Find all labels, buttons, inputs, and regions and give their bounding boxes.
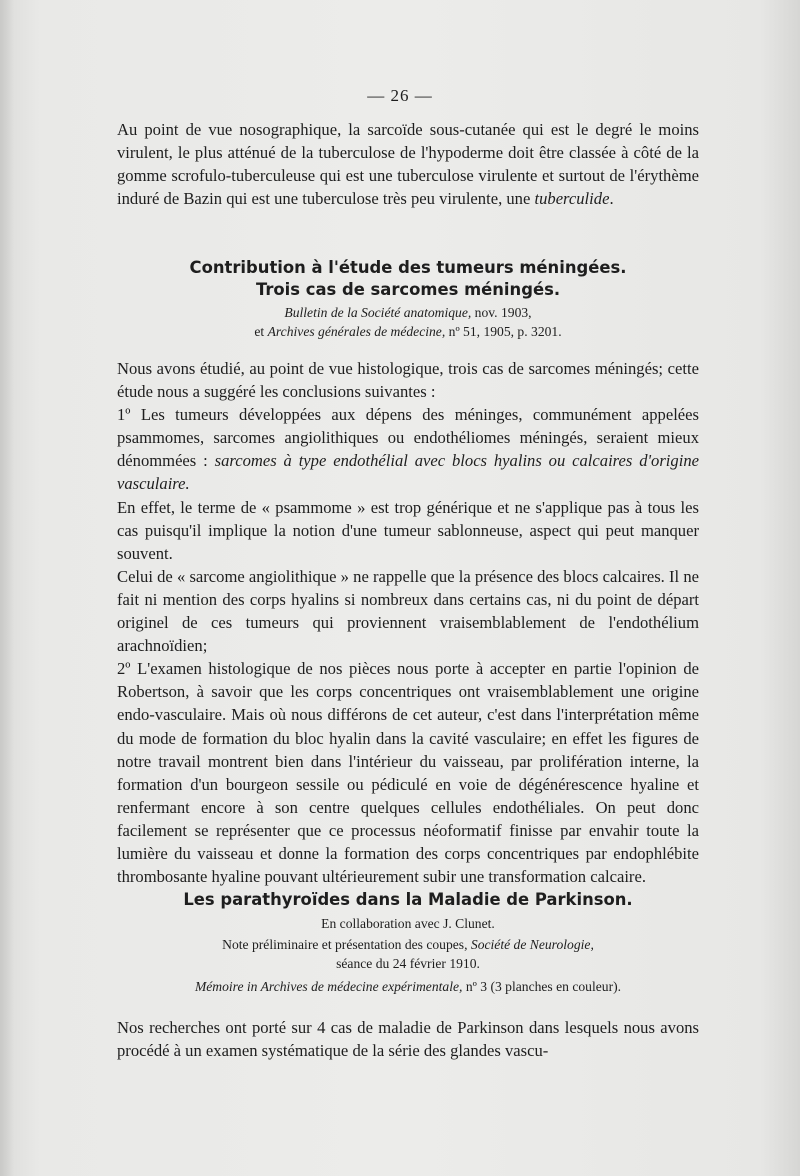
section1-paragraph-2: 1º Les tumeurs développées aux dépens des méninges, communément appelées psammomes, sarcomes angiolithiques ou endothéliomes méningés, seraient mieux dénommées : sarcomes à type endothélial avec blocs hyalins ou calcaires d'origine vasculaire. — [117, 405, 699, 494]
section1-title-line1: Contribution à l'étude des tumeurs méningées. — [189, 258, 627, 277]
section1-paragraph-1: Nous avons étudié, au point de vue histologique, trois cas de sarcomes méningés; cette étude nous a suggéré les conclusions suivantes : — [117, 359, 699, 402]
section1-paragraph-3: En effet, le terme de « psammome » est trop générique et ne s'applique pas à tous les cas puisqu'il implique la notion d'une tumeur sablonneuse, aspect qui peut manquer souvent. — [117, 497, 699, 563]
page-number: — 26 — — [367, 86, 433, 105]
intro-end: . — [609, 189, 614, 209]
section1-title-line2: Trois cas de sarcomes méningés. — [255, 280, 561, 299]
intro-paragraph — [117, 118, 699, 210]
section2-title: Les parathyroïdes dans la Maladie de Parkinson. — [183, 890, 633, 909]
section2-paragraph-1: Nos recherches ont porté sur 4 cas de maladie de Parkinson dans lesquels nous avons procédé à un examen systématique de la série des glandes vascu- — [117, 1018, 699, 1061]
section2-reference-line2: Note préliminaire et présentation des coupes, Société de Neurologie, — [222, 937, 594, 952]
section2-reference-line1: En collaboration avec J. Clunet. — [321, 916, 495, 931]
intro-italic: tuberculide — [534, 189, 610, 209]
section2-reference-line4: Mémoire in Archives de médecine expérimentale, nº 3 (3 planches en couleur). — [194, 979, 622, 994]
section1-reference-line2: et Archives générales de médecine, nº 51, 1905, p. 3201. — [254, 324, 562, 339]
section1-reference-line1: Bulletin de la Société anatomique, nov. 1903, — [284, 305, 532, 320]
scan-shadow-edge — [0, 0, 14, 1176]
section2-body — [117, 1016, 699, 1062]
intro-text: Au point de vue nosographique, la sarcoïde sous-cutanée qui est le degré le moins virulent, le plus atténué de la tuberculose de l'hypoderme doit être classée à côté de la gomme scrofulo-tuberculeuse qui est une tuberculose virulente et surtout de l'érythème induré de Bazin qui est une tuberculose très peu virulente, une — [117, 120, 699, 209]
section1-paragraph-4: Celui de « sarcome angiolithique » ne rappelle que la présence des blocs calcaires. Il ne fait ni mention des corps hyalins si nombreux dans certains cas, ni du point de départ originel de ces tumeurs qui proviennent vraisemblablement de l'endothélium arachnoïdien; — [117, 566, 699, 656]
section2-reference-line3: séance du 24 février 1910. — [336, 956, 480, 971]
section1-body — [117, 357, 699, 888]
section1-paragraph-5: 2º L'examen histologique de nos pièces nous porte à accepter en partie l'opinion de Robertson, à savoir que les corps concentriques ont vraisemblablement une origine endo-vasculaire. Mais où nous différons de cet auteur, c'est dans l'interprétation même du mode de formation du bloc hyalin dans la cavité vasculaire; en effet les figures de notre travail montrent bien dans l'intérieur du vaisseau, par prolifération interne, la formation d'un bourgeon sessile ou pédiculé en voie de dégénérescence hyaline et renfermant encore à son centre quelques cellules endothéliales. On peut donc facilement se représenter que ce processus néoformatif finisse par envahir toute la lumière du vaisseau et donne la formation des corps concentriques par endophlébite thrombosante hyaline pouvant ultérieurement subir une transformation calcaire. — [117, 659, 699, 887]
